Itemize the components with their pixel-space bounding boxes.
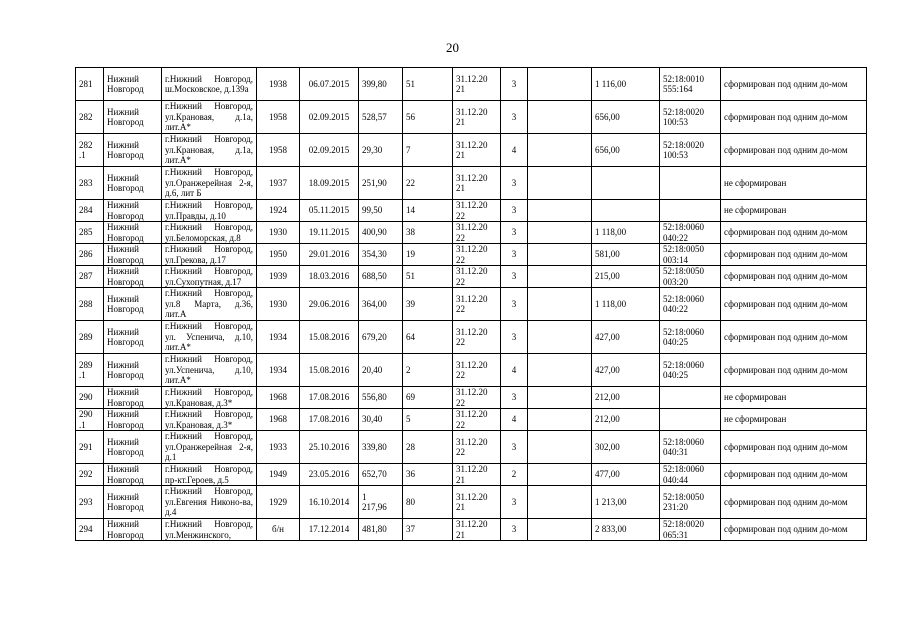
- land-status-cell: сформирован под одним до-мом: [721, 244, 867, 266]
- row-number: 289 .1: [76, 354, 104, 387]
- table-row: [76, 288, 867, 321]
- date-cell: 17.12.2014: [300, 519, 359, 541]
- area-cell: 556,80: [359, 387, 403, 409]
- row-number: 286: [76, 244, 104, 266]
- land-status-cell: сформирован под одним до-мом: [721, 101, 867, 134]
- category-cell: 2: [501, 464, 528, 486]
- table-row: [76, 222, 867, 244]
- category-cell: 3: [501, 68, 528, 101]
- address-cell: г.Нижний Новгород, пр-кт.Героев, д.5: [162, 464, 257, 486]
- land-area-cell: 2 833,00: [592, 519, 660, 541]
- address-cell: г.Нижний Новгород, ул.8 Марта, д.36, лит.А: [162, 288, 257, 321]
- land-status-cell: не сформирован: [721, 167, 867, 200]
- deadline-cell: 31.12.20 22: [453, 266, 501, 288]
- land-status-cell: сформирован под одним до-мом: [721, 288, 867, 321]
- land-area-cell: 212,00: [592, 409, 660, 431]
- cadastral-number-cell: 52:18:0020 065:31: [660, 519, 721, 541]
- empty-cell: [528, 409, 592, 431]
- deadline-cell: 31.12.20 21: [453, 464, 501, 486]
- date-cell: 02.09.2015: [300, 101, 359, 134]
- deadline-cell: 31.12.20 22: [453, 288, 501, 321]
- year-cell: 1968: [257, 409, 300, 431]
- row-number: 289: [76, 321, 104, 354]
- table-row: [76, 134, 867, 167]
- category-cell: 4: [501, 409, 528, 431]
- empty-cell: [528, 321, 592, 354]
- category-cell: 3: [501, 519, 528, 541]
- row-number: 288: [76, 288, 104, 321]
- area-cell: 688,50: [359, 266, 403, 288]
- land-area-cell: 656,00: [592, 101, 660, 134]
- city-cell: Нижний Новгород: [104, 266, 162, 288]
- area-cell: 29,30: [359, 134, 403, 167]
- category-cell: 3: [501, 222, 528, 244]
- land-area-cell: 1 116,00: [592, 68, 660, 101]
- empty-cell: [528, 354, 592, 387]
- cadastral-number-cell: 52:18:0060 040:25: [660, 321, 721, 354]
- empty-cell: [528, 486, 592, 519]
- deadline-cell: 31.12.20 22: [453, 222, 501, 244]
- address-cell: г.Нижний Новгород, ул.Крановая, д.3*: [162, 387, 257, 409]
- city-cell: Нижний Новгород: [104, 167, 162, 200]
- residents-cell: 80: [403, 486, 453, 519]
- year-cell: 1938: [257, 68, 300, 101]
- address-cell: г.Нижний Новгород, ул.Крановая, д.1а, лит.А*: [162, 134, 257, 167]
- date-cell: 02.09.2015: [300, 134, 359, 167]
- year-cell: 1930: [257, 288, 300, 321]
- date-cell: 17.08.2016: [300, 409, 359, 431]
- address-cell: г.Нижний Новгород, ул.Беломорская, д.8: [162, 222, 257, 244]
- empty-cell: [528, 200, 592, 222]
- area-cell: 652,70: [359, 464, 403, 486]
- empty-cell: [528, 68, 592, 101]
- land-status-cell: сформирован под одним до-мом: [721, 486, 867, 519]
- land-area-cell: 1 118,00: [592, 222, 660, 244]
- category-cell: 3: [501, 244, 528, 266]
- land-area-cell: 302,00: [592, 431, 660, 464]
- land-status-cell: сформирован под одним до-мом: [721, 134, 867, 167]
- empty-cell: [528, 519, 592, 541]
- cadastral-number-cell: 52:18:0060 040:22: [660, 288, 721, 321]
- table-row: [76, 101, 867, 134]
- city-cell: Нижний Новгород: [104, 244, 162, 266]
- deadline-cell: 31.12.20 22: [453, 200, 501, 222]
- category-cell: 3: [501, 167, 528, 200]
- land-area-cell: [592, 200, 660, 222]
- city-cell: Нижний Новгород: [104, 321, 162, 354]
- city-cell: Нижний Новгород: [104, 519, 162, 541]
- row-number: 282 .1: [76, 134, 104, 167]
- city-cell: Нижний Новгород: [104, 68, 162, 101]
- empty-cell: [528, 288, 592, 321]
- land-area-cell: 581,00: [592, 244, 660, 266]
- table-row: [76, 266, 867, 288]
- city-cell: Нижний Новгород: [104, 222, 162, 244]
- residents-cell: 64: [403, 321, 453, 354]
- address-cell: г.Нижний Новгород, ул.Оранжерейная 2-я, д.1: [162, 431, 257, 464]
- cadastral-number-cell: 52:18:0060 040:31: [660, 431, 721, 464]
- area-cell: 364,00: [359, 288, 403, 321]
- land-status-cell: сформирован под одним до-мом: [721, 464, 867, 486]
- date-cell: 18.03.2016: [300, 266, 359, 288]
- area-cell: 354,30: [359, 244, 403, 266]
- cadastral-number-cell: 52:18:0050 003:14: [660, 244, 721, 266]
- row-number: 291: [76, 431, 104, 464]
- area-cell: 99,50: [359, 200, 403, 222]
- row-number: 283: [76, 167, 104, 200]
- row-number: 290 .1: [76, 409, 104, 431]
- city-cell: Нижний Новгород: [104, 387, 162, 409]
- row-number: 285: [76, 222, 104, 244]
- area-cell: 339,80: [359, 431, 403, 464]
- year-cell: 1924: [257, 200, 300, 222]
- table-row: [76, 387, 867, 409]
- land-area-cell: 427,00: [592, 354, 660, 387]
- year-cell: 1950: [257, 244, 300, 266]
- land-area-cell: 212,00: [592, 387, 660, 409]
- residents-cell: 2: [403, 354, 453, 387]
- residents-cell: 38: [403, 222, 453, 244]
- empty-cell: [528, 222, 592, 244]
- empty-cell: [528, 431, 592, 464]
- table-row: [76, 354, 867, 387]
- cadastral-number-cell: 52:18:0060 040:25: [660, 354, 721, 387]
- city-cell: Нижний Новгород: [104, 288, 162, 321]
- land-area-cell: 1 118,00: [592, 288, 660, 321]
- residents-cell: 22: [403, 167, 453, 200]
- address-cell: г.Нижний Новгород, ул.Правды, д.10: [162, 200, 257, 222]
- residents-cell: 7: [403, 134, 453, 167]
- cadastral-number-cell: 52:18:0050 003:20: [660, 266, 721, 288]
- land-area-cell: 1 213,00: [592, 486, 660, 519]
- table-row: [76, 321, 867, 354]
- category-cell: 3: [501, 321, 528, 354]
- table-row: [76, 486, 867, 519]
- category-cell: 4: [501, 354, 528, 387]
- date-cell: 25.10.2016: [300, 431, 359, 464]
- area-cell: 528,57: [359, 101, 403, 134]
- land-status-cell: не сформирован: [721, 409, 867, 431]
- address-cell: г.Нижний Новгород, ул. Успенича, д.10, лит.А*: [162, 321, 257, 354]
- city-cell: Нижний Новгород: [104, 101, 162, 134]
- area-cell: 679,20: [359, 321, 403, 354]
- empty-cell: [528, 464, 592, 486]
- table-row: [76, 431, 867, 464]
- city-cell: Нижний Новгород: [104, 431, 162, 464]
- year-cell: 1958: [257, 101, 300, 134]
- area-cell: 400,90: [359, 222, 403, 244]
- deadline-cell: 31.12.20 21: [453, 68, 501, 101]
- address-cell: г.Нижний Новгород, ул.Грекова, д.17: [162, 244, 257, 266]
- cadastral-number-cell: 52:18:0010 555:164: [660, 68, 721, 101]
- category-cell: 3: [501, 200, 528, 222]
- row-number: 294: [76, 519, 104, 541]
- registry-table: [75, 67, 867, 541]
- land-status-cell: сформирован под одним до-мом: [721, 222, 867, 244]
- year-cell: 1939: [257, 266, 300, 288]
- area-cell: 399,80: [359, 68, 403, 101]
- empty-cell: [528, 134, 592, 167]
- year-cell: 1930: [257, 222, 300, 244]
- cadastral-number-cell: [660, 167, 721, 200]
- row-number: 281: [76, 68, 104, 101]
- date-cell: 29.06.2016: [300, 288, 359, 321]
- address-cell: г.Нижний Новгород, ул.Оранжерейная 2-я, д.6, лит Б: [162, 167, 257, 200]
- city-cell: Нижний Новгород: [104, 354, 162, 387]
- city-cell: Нижний Новгород: [104, 134, 162, 167]
- deadline-cell: 31.12.20 21: [453, 486, 501, 519]
- address-cell: г.Нижний Новгород, ул.Крановая, д.1а, лит.А*: [162, 101, 257, 134]
- residents-cell: 14: [403, 200, 453, 222]
- residents-cell: 36: [403, 464, 453, 486]
- land-area-cell: [592, 167, 660, 200]
- year-cell: 1934: [257, 321, 300, 354]
- residents-cell: 39: [403, 288, 453, 321]
- land-status-cell: не сформирован: [721, 387, 867, 409]
- date-cell: 17.08.2016: [300, 387, 359, 409]
- address-cell: г.Нижний Новгород, ул.Менжинского,: [162, 519, 257, 541]
- residents-cell: 28: [403, 431, 453, 464]
- date-cell: 06.07.2015: [300, 68, 359, 101]
- cadastral-number-cell: 52:18:0050 231:20: [660, 486, 721, 519]
- deadline-cell: 31.12.20 22: [453, 387, 501, 409]
- deadline-cell: 31.12.20 22: [453, 321, 501, 354]
- residents-cell: 37: [403, 519, 453, 541]
- cadastral-number-cell: [660, 200, 721, 222]
- year-cell: 1934: [257, 354, 300, 387]
- land-area-cell: 427,00: [592, 321, 660, 354]
- deadline-cell: 31.12.20 21: [453, 101, 501, 134]
- residents-cell: 51: [403, 266, 453, 288]
- city-cell: Нижний Новгород: [104, 409, 162, 431]
- address-cell: г.Нижний Новгород, ул.Евгения Никоно-ва, д.4: [162, 486, 257, 519]
- date-cell: 15.08.2016: [300, 354, 359, 387]
- cadastral-number-cell: 52:18:0020 100:53: [660, 101, 721, 134]
- row-number: 293: [76, 486, 104, 519]
- deadline-cell: 31.12.20 21: [453, 167, 501, 200]
- year-cell: 1937: [257, 167, 300, 200]
- date-cell: 29.01.2016: [300, 244, 359, 266]
- table-row: [76, 464, 867, 486]
- residents-cell: 51: [403, 68, 453, 101]
- deadline-cell: 31.12.20 22: [453, 431, 501, 464]
- address-cell: г.Нижний Новгород, ш.Московское, д.139а: [162, 68, 257, 101]
- year-cell: 1949: [257, 464, 300, 486]
- area-cell: 251,90: [359, 167, 403, 200]
- category-cell: 3: [501, 387, 528, 409]
- empty-cell: [528, 266, 592, 288]
- table-row: [76, 68, 867, 101]
- category-cell: 3: [501, 266, 528, 288]
- row-number: 284: [76, 200, 104, 222]
- cadastral-number-cell: 52:18:0060 040:44: [660, 464, 721, 486]
- land-area-cell: 656,00: [592, 134, 660, 167]
- city-cell: Нижний Новгород: [104, 464, 162, 486]
- city-cell: Нижний Новгород: [104, 200, 162, 222]
- row-number: 292: [76, 464, 104, 486]
- land-area-cell: 215,00: [592, 266, 660, 288]
- category-cell: 3: [501, 486, 528, 519]
- empty-cell: [528, 101, 592, 134]
- empty-cell: [528, 244, 592, 266]
- year-cell: 1929: [257, 486, 300, 519]
- table-row: [76, 200, 867, 222]
- page-number: 20: [446, 40, 459, 55]
- date-cell: 16.10.2014: [300, 486, 359, 519]
- land-status-cell: сформирован под одним до-мом: [721, 321, 867, 354]
- area-cell: 30,40: [359, 409, 403, 431]
- table-row: [76, 409, 867, 431]
- empty-cell: [528, 387, 592, 409]
- empty-cell: [528, 167, 592, 200]
- category-cell: 4: [501, 134, 528, 167]
- area-cell: 1 217,96: [359, 486, 403, 519]
- address-cell: г.Нижний Новгород, ул.Сухопутная, д.17: [162, 266, 257, 288]
- land-status-cell: сформирован под одним до-мом: [721, 266, 867, 288]
- land-status-cell: сформирован под одним до-мом: [721, 354, 867, 387]
- deadline-cell: 31.12.20 22: [453, 354, 501, 387]
- table-row: [76, 167, 867, 200]
- year-cell: 1933: [257, 431, 300, 464]
- year-cell: б/н: [257, 519, 300, 541]
- land-status-cell: не сформирован: [721, 200, 867, 222]
- city-cell: Нижний Новгород: [104, 486, 162, 519]
- land-status-cell: сформирован под одним до-мом: [721, 431, 867, 464]
- land-status-cell: сформирован под одним до-мом: [721, 68, 867, 101]
- row-number: 290: [76, 387, 104, 409]
- residents-cell: 56: [403, 101, 453, 134]
- cadastral-number-cell: 52:18:0060 040:22: [660, 222, 721, 244]
- deadline-cell: 31.12.20 21: [453, 134, 501, 167]
- land-area-cell: 477,00: [592, 464, 660, 486]
- cadastral-number-cell: [660, 409, 721, 431]
- area-cell: 481,80: [359, 519, 403, 541]
- category-cell: 3: [501, 288, 528, 321]
- deadline-cell: 31.12.20 22: [453, 244, 501, 266]
- deadline-cell: 31.12.20 22: [453, 409, 501, 431]
- date-cell: 19.11.2015: [300, 222, 359, 244]
- row-number: 287: [76, 266, 104, 288]
- date-cell: 18.09.2015: [300, 167, 359, 200]
- category-cell: 3: [501, 431, 528, 464]
- residents-cell: 5: [403, 409, 453, 431]
- residents-cell: 19: [403, 244, 453, 266]
- category-cell: 3: [501, 101, 528, 134]
- date-cell: 15.08.2016: [300, 321, 359, 354]
- residents-cell: 69: [403, 387, 453, 409]
- deadline-cell: 31.12.20 21: [453, 519, 501, 541]
- year-cell: 1958: [257, 134, 300, 167]
- table-row: [76, 244, 867, 266]
- land-status-cell: сформирован под одним до-мом: [721, 519, 867, 541]
- date-cell: 23.05.2016: [300, 464, 359, 486]
- cadastral-number-cell: [660, 387, 721, 409]
- table-row: [76, 519, 867, 541]
- address-cell: г.Нижний Новгород, ул.Успенича, д.10, лит.А*: [162, 354, 257, 387]
- area-cell: 20,40: [359, 354, 403, 387]
- address-cell: г.Нижний Новгород, ул.Крановая, д.3*: [162, 409, 257, 431]
- cadastral-number-cell: 52:18:0020 100:53: [660, 134, 721, 167]
- row-number: 282: [76, 101, 104, 134]
- date-cell: 05.11.2015: [300, 200, 359, 222]
- year-cell: 1968: [257, 387, 300, 409]
